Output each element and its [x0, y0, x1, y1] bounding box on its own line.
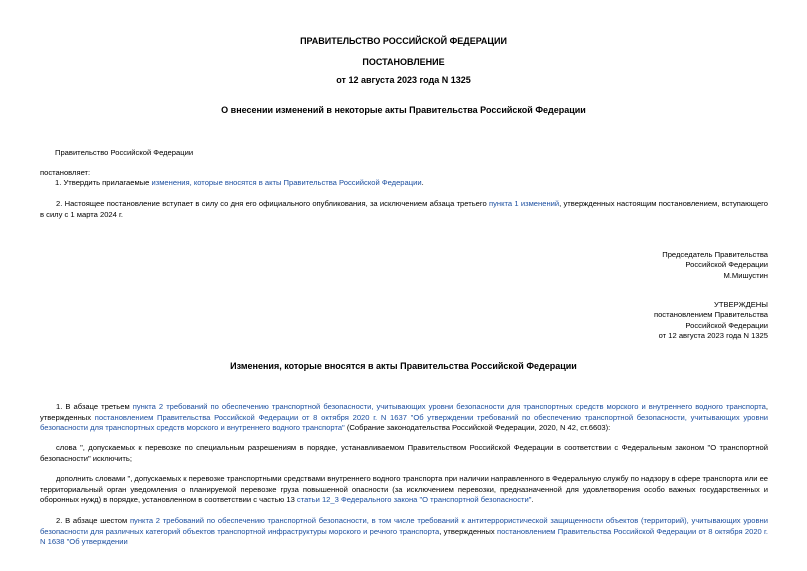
requirements-link[interactable]: пункта 2 требований по обеспечению транспортной безопасности, учитывающих уровни безопасности для транспортных средств морского и внутреннего водного транспорта	[132, 402, 766, 411]
change-2-text: 2. В абзаце шестом	[56, 516, 130, 525]
p1-end: .	[421, 178, 424, 187]
change-1	[40, 402, 768, 434]
document-title: О внесении изменений в некоторые акты Правительства Российской Федерации	[221, 105, 586, 115]
p1-text: 1. Утвердить прилагаемые	[55, 178, 152, 187]
approval-country: Российской Федерации	[685, 320, 768, 330]
article-12-3-link[interactable]: статьи 12_3 Федерального закона "О транспортной безопасности"	[296, 495, 532, 504]
resolution-1637-link[interactable]: постановлением Правительства Российской Федерации от 8 октября 2020 г. N 1637 "Об утверждении требований по обеспечению транспортной безопасности, учитывающих уровни безопасности для транспортных средств морского и внутреннего водного транспорта"	[40, 412, 769, 432]
change-1-text: 1. В абзаце третьем	[56, 402, 133, 411]
change-1b-text: дополнить словами ", допускаемых к перевозке транспортными средствами внутреннего водного транспорта при наличии направленного в Федеральную службу по надзору в сфере транспорта или ее территориальный орган уведомления о планируемой перевозке груза повышенной опасности (за исключением перевозки, предназначенной для удовлетворения особо важных государственных и оборонных нужд) в порядке, установленном в соответствии с частью 13	[40, 474, 769, 504]
changes-title: Изменения, которые вносятся в акты Правительства Российской Федерации	[230, 361, 577, 371]
change-1-end: (Собрание законодательства Российской Федерации, 2020, N 42, ст.6603):	[344, 423, 611, 432]
p2-text: 2. Настоящее постановление вступает в силу со дня его официального опубликования, за исключением абзаца третьего	[56, 199, 489, 208]
change-1a-text: слова ", допускаемых к перевозке по специальным разрешениям в порядке, устанавливаемом Правительством Российской Федерации в соответствии с Федеральным законом "О транспортной безопасности" исключить;	[40, 443, 768, 463]
decrees-text: постановляет:	[40, 168, 91, 177]
point1-link[interactable]: пункта 1 изменений	[489, 199, 560, 208]
change-1b	[40, 474, 768, 506]
paragraph-2	[40, 199, 768, 220]
change-2-mid: , утвержденных	[439, 526, 497, 536]
document-type: ПОСТАНОВЛЕНИЕ	[362, 57, 445, 67]
change-1a	[40, 443, 768, 464]
approval-block	[654, 300, 768, 342]
signature-country: Российской Федерации	[685, 260, 768, 270]
requirements-2-link[interactable]: пункта 2 требований по обеспечению транспортной безопасности, в том числе требований к антитеррористической защищенности объектов (территорий), учитывающих уровни безопасности для различных категорий объектов транспортной инфраструктуры морского и речного транспорта	[40, 516, 768, 536]
approval-by: постановлением Правительства	[653, 310, 768, 320]
signature-block	[662, 250, 768, 281]
change-2	[40, 516, 768, 548]
resolution-1638-link[interactable]: постановлением Правительства Российской Федерации от 8 октября 2020 г. N 1638 "Об утверждении	[40, 526, 768, 546]
signature-name: М.Мишустин	[723, 270, 768, 280]
government-heading: ПРАВИТЕЛЬСТВО РОССИЙСКОЙ ФЕДЕРАЦИИ	[300, 36, 507, 46]
p2-end: , утвержденных настоящим постановлением, вступающего в силу с 1 марта 2024 г.	[40, 199, 768, 219]
paragraph-1	[55, 178, 424, 187]
changes-link[interactable]: изменения, которые вносятся в акты Правительства Российской Федерации	[151, 178, 422, 187]
change-1b-end: .	[531, 495, 534, 504]
change-1-mid: , утвержденных	[40, 402, 768, 422]
approval-title: УТВЕРЖДЕНЫ	[714, 300, 768, 309]
document-date: от 12 августа 2023 года N 1325	[336, 75, 471, 85]
signature-position: Председатель Правительства	[662, 250, 768, 259]
intro-text: Правительство Российской Федерации	[55, 148, 194, 157]
approval-date: от 12 августа 2023 года N 1325	[658, 331, 768, 341]
